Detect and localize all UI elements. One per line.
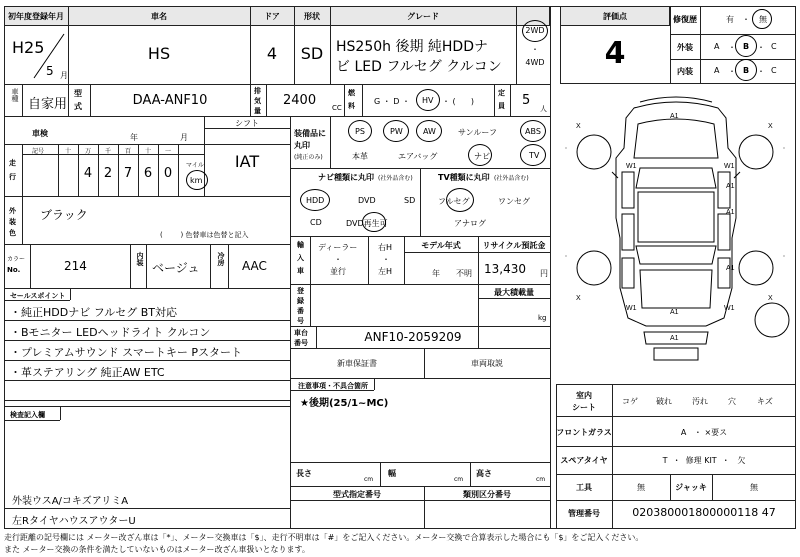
interior-a: A <box>714 66 720 75</box>
label-x: X <box>576 295 581 302</box>
import-label-2: 入 <box>297 254 304 262</box>
inspector-line-2: 左RタイヤハウスアウターU <box>12 516 136 527</box>
width-unit: cm <box>454 476 464 483</box>
reg-label-2: 録 <box>297 297 304 305</box>
cap-unit: 人 <box>540 105 547 113</box>
length-label: 長さ <box>296 469 312 478</box>
drive-2wd-circle <box>522 20 548 42</box>
disp-value: 2400 <box>283 93 317 108</box>
color-change-note: ( ) 色替車は色替と記入 <box>160 231 249 239</box>
label-x: X <box>768 123 773 130</box>
odometer-digit: 0 <box>163 166 173 181</box>
equip-pw-circle <box>383 120 409 142</box>
wheel-icon <box>577 251 611 285</box>
door-panel <box>718 214 730 250</box>
seat-opt-3: 汚れ <box>692 397 708 406</box>
new-car-warranty: 新車保証書 <box>337 359 377 368</box>
spare-wheel-icon <box>755 303 789 337</box>
import-label-1: 輸 <box>297 241 304 249</box>
odometer-digit-header: 十 <box>144 148 151 155</box>
mile-label: マイル <box>186 162 204 169</box>
navi-hdd: HDD <box>306 196 325 205</box>
era-value: H25 <box>12 38 45 57</box>
model-year-unit: 年 <box>432 269 440 278</box>
shaken-label: 車検 <box>32 129 48 138</box>
wheel-icon <box>577 135 611 169</box>
seat-opt-4: 穴 <box>728 397 736 406</box>
car-outline <box>556 88 796 380</box>
disp-label-3: 量 <box>254 107 261 115</box>
equip-label-2: 丸印 <box>294 141 310 150</box>
rear-plate <box>654 348 698 360</box>
windshield-value: A ・ ×要ス <box>680 428 728 437</box>
tv-type-label: TV種類に丸印 <box>438 173 490 182</box>
repair-dot: ・ <box>742 15 750 24</box>
door-panel <box>718 258 730 288</box>
shape-value: SD <box>300 44 324 63</box>
label-x: X <box>768 295 773 302</box>
jack-value: 無 <box>750 483 758 492</box>
odometer-divider <box>178 144 179 196</box>
import-parallel: 並行 <box>330 267 346 276</box>
sales-points-label: セールスポイント <box>10 292 66 300</box>
sales-point-1: ・純正HDDナビ フルセグ BT対応 <box>10 306 178 319</box>
notes-label: 注意事項・不具合箇所 <box>298 382 368 390</box>
month-unit: 月 <box>60 71 68 80</box>
drive-2wd: 2WD <box>525 26 545 35</box>
fuel-options: G ・ D ・ <box>374 97 410 106</box>
navi-type-sub: (社外品含む) <box>378 175 413 182</box>
reg-label-3: 番 <box>297 307 304 315</box>
wheel-icon <box>739 251 773 285</box>
tv-fullseg-circle <box>446 188 474 212</box>
ac-label: 冷房 <box>217 252 225 266</box>
control-value: 020380001800000118 47 <box>632 506 776 519</box>
reg-label-4: 号 <box>297 317 304 325</box>
navi-hdd-circle <box>300 189 330 211</box>
mirror-left <box>612 172 618 178</box>
sales-point-3: ・プレミアムサウンド スマートキー Pスタート <box>10 346 242 359</box>
fuel-label-2: 料 <box>348 102 355 110</box>
color-no-label-2: No. <box>7 266 21 274</box>
windshield-label: フロントガラス <box>556 428 612 437</box>
sales-point-4: ・革ステアリング 純正AW ETC <box>10 366 165 379</box>
recycle-value: 13,430 <box>484 262 526 276</box>
odometer-digit-header: 千 <box>104 148 111 155</box>
notes-value: ★後期(25/1~MC) <box>300 398 389 409</box>
color-label-1: 外 <box>9 207 16 215</box>
shift-value: IAT <box>234 152 260 171</box>
tools-label: 工具 <box>576 483 592 492</box>
odometer-digit-header: 一 <box>164 148 171 155</box>
jack-label: ジャッキ <box>675 483 707 492</box>
navi-dvd-play: DVD再生可 <box>346 219 388 228</box>
max-load-unit: kg <box>538 314 547 322</box>
footer-line-1: 走行距離の記号欄には メーター改ざん車は「*」、メーター交換車は「$」、走行不明車は「#」をご記入ください。メーター交換で合算表示した場合にも「$」をご記入ください。 <box>4 533 644 542</box>
rear-window-panel <box>636 246 716 264</box>
label-w1: W1 <box>724 163 735 170</box>
tv-analog: アナログ <box>454 219 486 228</box>
seat-opt-5: キズ <box>757 397 773 406</box>
interior-c: C <box>771 66 777 75</box>
repair-no: 無 <box>759 15 767 24</box>
model-label-1: 型 <box>74 89 82 98</box>
odometer-digit-header: 百 <box>124 148 131 155</box>
shape-label: 形状 <box>304 12 320 21</box>
door-panel <box>622 258 634 288</box>
seat-label-2: シート <box>572 403 596 412</box>
fuel-paren: ・ ( ) <box>442 97 475 106</box>
roof-panel <box>638 192 714 242</box>
chassis-label-1: 車台 <box>294 329 308 337</box>
fuel-label-1: 燃 <box>348 89 355 97</box>
odometer-digit: 7 <box>123 166 133 181</box>
doors-value: 4 <box>266 44 278 63</box>
import-dot-1: ・ <box>334 255 342 264</box>
equip-ps: PS <box>355 127 365 136</box>
color-no-value: 214 <box>64 259 87 273</box>
car-name-value: HS <box>147 44 171 63</box>
label-w1: W1 <box>724 305 735 312</box>
odometer-digit-header: 万 <box>84 148 91 155</box>
label-a1: A1 <box>726 265 735 272</box>
odometer-digit-header: 十 <box>64 148 71 155</box>
sales-point-2: ・Bモニター LEDヘッドライト クルコン <box>10 326 211 339</box>
front-bumper <box>640 97 712 102</box>
seat-opt-2: 破れ <box>656 397 672 406</box>
tv-type-sub: (社外品含む) <box>494 175 529 182</box>
reg-label-1: 登 <box>297 287 304 295</box>
first-reg-label: 初年度登録年月 <box>8 12 64 21</box>
exterior-label: 外装 <box>677 43 693 52</box>
equip-aw-circle <box>416 120 442 142</box>
doors-label: ドア <box>264 12 280 21</box>
label-w1: W1 <box>626 163 637 170</box>
equip-label-1: 装備品に <box>294 129 326 138</box>
height-label: 高さ <box>476 469 492 478</box>
equip-pw: PW <box>390 127 403 136</box>
odometer-digit: 4 <box>83 166 93 181</box>
mileage-label-2: 行 <box>9 173 16 181</box>
mileage-label-1: 走 <box>9 159 16 167</box>
navi-dvd: DVD <box>358 196 376 205</box>
equip-navi: ナビ <box>474 152 490 161</box>
equip-label-3: (純正のみ) <box>294 154 323 161</box>
door-panel <box>622 214 634 250</box>
color-no-label-1: カラー <box>7 256 26 263</box>
label-a1: A1 <box>726 183 735 190</box>
score-value: 4 <box>604 36 626 71</box>
class-label: 類別区分番号 <box>463 490 511 499</box>
ac-value: AAC <box>242 259 267 273</box>
control-label: 管理番号 <box>568 509 600 518</box>
shift-label: シフト <box>235 119 259 128</box>
int-color-value: ベージュ <box>152 261 200 275</box>
exterior-a: A <box>714 42 720 51</box>
label-a1: A1 <box>670 309 679 316</box>
type-approval-label: 型式指定番号 <box>333 490 381 499</box>
seat-label-1: 室内 <box>576 391 592 400</box>
import-dot-2: ・ <box>382 255 390 264</box>
repair-no-circle <box>752 9 772 29</box>
record-label: 記号 <box>32 148 45 155</box>
odometer-digit: 6 <box>143 166 153 181</box>
equip-aw: AW <box>423 127 436 136</box>
color-label-3: 色 <box>9 229 16 237</box>
height-unit: cm <box>536 476 546 483</box>
seat-opt-1: コゲ <box>622 397 638 406</box>
trunk-panel <box>640 270 712 308</box>
interior-b-circle <box>735 59 757 81</box>
chassis-label-2: 番号 <box>294 339 308 347</box>
model-label-2: 式 <box>74 102 82 111</box>
disp-label-2: 気 <box>254 97 261 105</box>
color-label-2: 装 <box>9 218 16 226</box>
month-value: 5 <box>46 64 54 78</box>
exterior-c: C <box>771 42 777 51</box>
equip-abs: ABS <box>525 127 541 136</box>
drive-dot: ・ <box>531 45 539 54</box>
grade-line-2: ビ LED フルセグ クルコン <box>336 59 502 75</box>
car-name-label: 車名 <box>151 12 167 21</box>
max-load-label: 最大積載量 <box>494 288 534 297</box>
interior-b: B <box>743 66 750 75</box>
wheel-icon <box>739 135 773 169</box>
recycle-unit: 円 <box>540 269 548 278</box>
cap-label-1: 定 <box>498 89 505 97</box>
equip-sunroof: サンルーフ <box>458 128 497 137</box>
mirror-right <box>734 172 740 178</box>
fuel-hv: HV <box>422 96 434 105</box>
label-a1: A1 <box>726 209 735 216</box>
cap-label-2: 員 <box>498 102 505 110</box>
equip-ps-circle <box>348 120 372 142</box>
shaken-month-unit: 月 <box>180 133 188 142</box>
label-a1: A1 <box>670 113 679 120</box>
exterior-b-circle <box>735 35 757 57</box>
tv-oneseg: ワンセグ <box>498 197 530 206</box>
color-value: ブラック <box>40 208 88 222</box>
tools-value: 無 <box>637 483 645 492</box>
import-dealer: ディーラー <box>318 243 358 252</box>
navi-type-label: ナビ種類に丸印 <box>318 173 374 182</box>
grade-label: グレード <box>407 12 439 21</box>
usage-value: 自家用 <box>28 97 68 112</box>
model-year-label: モデル年式 <box>421 241 461 250</box>
score-label: 評価点 <box>603 12 627 21</box>
equip-airbag: エアバッグ <box>398 152 438 161</box>
inspector-line-1: 外装ウスA/コキズアリミA <box>12 496 129 507</box>
navi-sd: SD <box>404 196 416 205</box>
door-panel <box>718 172 730 208</box>
windshield-panel <box>636 168 716 188</box>
label-w1: W1 <box>626 305 637 312</box>
length-unit: cm <box>364 476 374 483</box>
exterior-b: B <box>743 42 750 51</box>
disp-label-1: 排 <box>254 87 261 95</box>
shaken-year-unit: 年 <box>130 133 138 142</box>
km-circle <box>186 170 208 190</box>
model-value: DAA-ANF10 <box>132 93 208 108</box>
owner-manual: 車両取説 <box>471 359 503 368</box>
spare-value: T ・ 修理 KIT ・ 欠 <box>662 456 746 465</box>
recycle-label: リサイクル預託金 <box>482 241 546 250</box>
spare-label: スペアタイヤ <box>560 456 608 465</box>
fuel-hv-circle <box>416 89 440 111</box>
odometer-digit: 2 <box>103 166 113 181</box>
interior-label: 内装 <box>677 67 693 76</box>
label-x: X <box>576 123 581 130</box>
km-label: km <box>190 176 203 185</box>
equip-leather: 本革 <box>352 152 368 161</box>
equip-navi-circle <box>468 144 492 166</box>
inspector-label: 検査記入欄 <box>10 411 45 419</box>
tv-fullseg: フルセグ <box>438 197 470 206</box>
footer-line-2: また メーター交換の条件を満たしていないものはメーター改ざん車扱いとなります。 <box>4 545 310 554</box>
navi-cd: CD <box>310 218 322 227</box>
repair-yes: 有 <box>726 15 734 24</box>
equip-tv-circle <box>520 144 546 166</box>
usage-label-1: 車種 <box>11 88 19 102</box>
model-year-unknown: 不明 <box>456 269 472 278</box>
grade-line-1: HS250h 後期 純HDDナ <box>336 39 488 55</box>
label-a1: A1 <box>670 335 679 342</box>
import-label-3: 車 <box>297 267 304 275</box>
cap-value: 5 <box>522 93 531 108</box>
chassis-value: ANF10-2059209 <box>364 330 462 344</box>
width-label: 幅 <box>388 469 396 478</box>
import-left-h: 左H <box>378 267 393 276</box>
door-panel <box>622 172 634 208</box>
hood-panel <box>634 119 718 158</box>
int-color-label-1: 内装 <box>136 252 144 266</box>
repair-label: 修復歴 <box>673 15 697 24</box>
import-right-h: 右H <box>378 243 393 252</box>
equip-tv: TV <box>529 151 540 160</box>
disp-unit: CC <box>332 104 342 112</box>
equip-abs-circle <box>520 120 546 142</box>
drive-4wd: 4WD <box>525 58 545 67</box>
navi-dvd-play-circle <box>362 212 386 232</box>
